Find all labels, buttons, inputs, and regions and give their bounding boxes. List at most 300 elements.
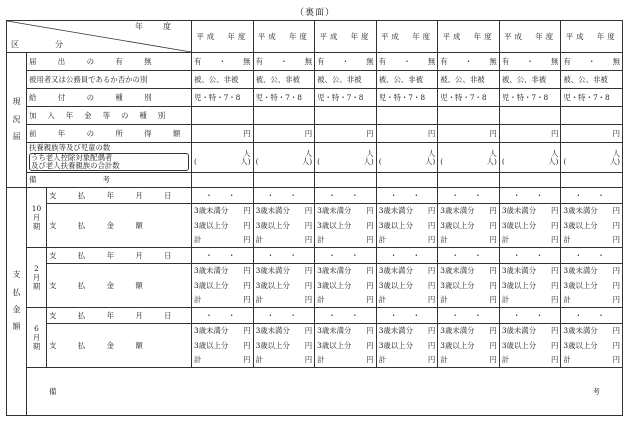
under3-label: 3歳未満分 xyxy=(255,266,290,276)
kyufu-value: 児・特・7・8 xyxy=(317,92,364,102)
todoke-value-cell xyxy=(499,53,561,71)
payment-amount-cell xyxy=(192,324,254,368)
kyufu-value: 児・特・7・8 xyxy=(563,92,610,102)
payment-date-label xyxy=(47,308,192,324)
payment-amount-cell xyxy=(561,264,623,308)
shiharai-char: 支 xyxy=(12,270,21,280)
payment-amount-cell xyxy=(376,204,438,248)
yen-unit: 円 xyxy=(489,326,497,336)
shotoku-value-cell xyxy=(315,125,377,143)
over3-label: 3歳以上分 xyxy=(255,340,290,350)
payment-amount-cell xyxy=(253,324,315,368)
date-dots: ・ ・ xyxy=(513,190,548,200)
yen-unit: 円 xyxy=(427,128,436,138)
payment-date-cell xyxy=(253,308,315,324)
todoke-value-cell xyxy=(315,53,377,71)
kyufu-value-cell xyxy=(499,89,561,107)
date-dots: ・ ・ xyxy=(266,310,301,320)
yes-option: 有 xyxy=(255,56,263,66)
shotoku-label-cell xyxy=(27,125,192,143)
over3-label: 3歳以上分 xyxy=(563,280,598,290)
payment-amount-text: 支 払 金 額 xyxy=(49,280,150,290)
date-dots: ・ ・ xyxy=(328,190,363,200)
yen-unit: 円 xyxy=(366,294,374,304)
shotoku-value-cell xyxy=(499,125,561,143)
paren-open: ( xyxy=(194,156,197,166)
yen-unit: 円 xyxy=(243,234,251,244)
period-char: 期 xyxy=(32,222,41,232)
payment-amount-label xyxy=(47,204,192,248)
total-label: 計 xyxy=(563,234,571,244)
no-option: 無 xyxy=(612,56,620,66)
under3-label: 3歳未満分 xyxy=(255,326,290,336)
payment-amount-row xyxy=(7,204,623,248)
fuyo-value-cell xyxy=(315,143,377,173)
payment-date-row xyxy=(7,248,623,264)
yen-unit: 円 xyxy=(612,280,620,290)
fuyo-value-cell xyxy=(561,143,623,173)
yen-unit: 円 xyxy=(612,266,620,276)
child-allowance-record-table xyxy=(6,20,623,416)
yen-unit: 円 xyxy=(304,294,313,304)
date-dots: ・ ・ xyxy=(451,250,486,260)
yen-unit: 円 xyxy=(612,354,620,364)
hihokensha-value-cell xyxy=(315,71,377,89)
payment-date-cell xyxy=(438,248,500,264)
payment-amount-cell xyxy=(315,264,377,308)
payment-amount-cell xyxy=(315,324,377,368)
payment-date-cell xyxy=(499,248,561,264)
hihokensha-value: 被、公、非被 xyxy=(501,74,547,84)
yen-unit: 円 xyxy=(427,294,436,304)
payment-date-cell xyxy=(438,188,500,204)
fuyo-label: 扶養親族等及び児童の数 xyxy=(29,142,111,152)
separator-dot: ・ xyxy=(341,56,350,66)
yen-unit: 円 xyxy=(304,354,313,364)
yen-unit: 円 xyxy=(612,326,620,336)
shotoku-value-cell xyxy=(561,125,623,143)
yen-unit: 円 xyxy=(304,266,313,276)
hihokensha-value-cell xyxy=(376,71,438,89)
over3-label: 3歳以上分 xyxy=(440,280,475,290)
month-period-label xyxy=(27,188,47,248)
total-label: 計 xyxy=(255,234,263,244)
date-dots: ・ ・ xyxy=(205,310,240,320)
under3-label: 3歳未満分 xyxy=(501,206,537,216)
under3-label: 3歳未満分 xyxy=(378,266,413,276)
yen-unit: 円 xyxy=(243,340,251,350)
yen-unit: 円 xyxy=(489,220,497,230)
yen-unit: 円 xyxy=(243,206,251,216)
biko-value-cell xyxy=(561,173,623,188)
yen-unit: 円 xyxy=(612,128,620,138)
payment-date-row xyxy=(7,308,623,324)
payment-date-cell xyxy=(376,248,438,264)
fuyo-sub-label-1: うち老人控除対象配偶者 xyxy=(31,152,113,162)
date-dots: ・ ・ xyxy=(205,190,240,200)
payment-date-cell xyxy=(438,308,500,324)
payment-amount-text: 支 払 金 額 xyxy=(49,220,150,230)
yen-unit: 円 xyxy=(366,326,374,336)
yen-unit: 円 xyxy=(489,266,497,276)
over3-label: 3歳以上分 xyxy=(501,220,537,230)
paren-open: ( xyxy=(501,156,505,166)
yen-unit: 円 xyxy=(366,234,374,244)
yen-unit: 円 xyxy=(427,354,436,364)
month-number: 2 xyxy=(34,263,39,273)
footer-biko-row xyxy=(7,368,623,416)
no-option: 無 xyxy=(489,56,497,66)
total-label: 計 xyxy=(501,294,510,304)
date-dots: ・ ・ xyxy=(328,310,363,320)
over3-label: 3歳以上分 xyxy=(378,280,413,290)
total-label: 計 xyxy=(317,234,325,244)
yen-unit: 円 xyxy=(489,206,497,216)
genkyo-row-fuyo xyxy=(7,143,623,173)
yen-unit: 円 xyxy=(366,340,374,350)
payment-amount-cell xyxy=(561,324,623,368)
over3-label: 3歳以上分 xyxy=(194,280,229,290)
payment-date-row xyxy=(7,188,623,204)
payment-amount-row xyxy=(7,324,623,368)
date-dots: ・ ・ xyxy=(389,250,425,260)
no-option: 無 xyxy=(366,56,374,66)
biko-value-cell xyxy=(315,173,377,188)
month-period-label xyxy=(27,308,47,368)
over3-label: 3歳以上分 xyxy=(563,340,598,350)
payment-amount-cell xyxy=(561,204,623,248)
payment-amount-cell xyxy=(376,324,438,368)
under3-label: 3歳未満分 xyxy=(255,206,290,216)
date-dots: ・ ・ xyxy=(513,250,548,260)
total-label: 計 xyxy=(440,234,448,244)
month-char: 月 xyxy=(32,332,41,342)
shotoku-value-cell xyxy=(376,125,438,143)
kyufu-value-cell xyxy=(561,89,623,107)
page-title: （裏面） xyxy=(294,8,335,18)
yen-unit: 円 xyxy=(427,220,436,230)
yen-unit: 円 xyxy=(243,280,251,290)
hihokensha-label-cell xyxy=(27,71,192,89)
kyufu-value: 児・特・7・8 xyxy=(194,92,241,102)
payment-amount-cell xyxy=(438,264,500,308)
period-char: 期 xyxy=(32,342,41,352)
genkyo-char: 況 xyxy=(12,114,21,124)
hihokensha-value-cell xyxy=(253,71,315,89)
shotoku-value-cell xyxy=(438,125,500,143)
todoke-value-cell xyxy=(561,53,623,71)
hihokensha-value: 被、公、非被 xyxy=(194,74,239,84)
payment-date-cell xyxy=(561,188,623,204)
paren-open: ( xyxy=(378,156,382,166)
year-header-cell: 平成 年度 xyxy=(561,21,623,53)
month-number: 6 xyxy=(34,323,39,333)
person-unit: 人 xyxy=(550,148,559,158)
yen-unit: 円 xyxy=(489,354,497,364)
over3-label: 3歳以上分 xyxy=(317,340,352,350)
under3-label: 3歳未満分 xyxy=(501,266,537,276)
date-dots: ・ ・ xyxy=(574,190,609,200)
payment-amount-label xyxy=(47,264,192,308)
todoke-value-cell xyxy=(438,53,500,71)
yes-option: 有 xyxy=(501,56,510,66)
shiharai-char: 額 xyxy=(12,322,21,332)
payment-date-cell xyxy=(315,188,377,204)
kyufu-value-cell xyxy=(315,89,377,107)
yes-option: 有 xyxy=(317,56,325,66)
nenkin-value-cell xyxy=(438,107,500,125)
payment-amount-cell xyxy=(192,264,254,308)
yen-unit: 円 xyxy=(243,326,251,336)
yen-unit: 円 xyxy=(489,234,497,244)
under3-label: 3歳未満分 xyxy=(440,266,475,276)
paren-open: ( xyxy=(440,156,444,166)
todoke-label: 届 出 の 有 無 xyxy=(29,56,159,66)
kyufu-value: 児・特・7・8 xyxy=(378,92,426,102)
nenkin-value-cell xyxy=(192,107,254,125)
year-header-cell: 平成 年度 xyxy=(376,21,438,53)
total-label: 計 xyxy=(563,294,571,304)
yes-option: 有 xyxy=(563,56,571,66)
month-number: 10 xyxy=(31,203,42,213)
under3-label: 3歳未満分 xyxy=(563,326,598,336)
payment-amount-cell xyxy=(253,204,315,248)
date-dots: ・ ・ xyxy=(266,190,301,200)
separator-dot: ・ xyxy=(280,56,288,66)
paren-close-person: 人) xyxy=(486,156,497,166)
payment-date-text: 支 払 年 月 日 xyxy=(49,250,179,260)
genkyo-row-shotoku xyxy=(7,125,623,143)
hihokensha-value-cell xyxy=(499,71,561,89)
year-header-cell: 平成 年度 xyxy=(499,21,561,53)
yen-unit: 円 xyxy=(489,280,497,290)
nenkin-label: 加入年金等の種別 xyxy=(29,110,177,120)
date-dots: ・ ・ xyxy=(451,310,486,320)
total-label: 計 xyxy=(378,234,387,244)
total-label: 計 xyxy=(440,294,448,304)
todoke-value-cell xyxy=(376,53,438,71)
fuyo-value-cell xyxy=(192,143,254,173)
shiharai-char: 金 xyxy=(12,305,21,314)
paren-close-person: 人) xyxy=(424,156,436,166)
separator-dot: ・ xyxy=(464,56,473,66)
hihokensha-value: 被、公、非被 xyxy=(317,74,362,84)
kyufu-value-cell xyxy=(253,89,315,107)
genkyo-section-label xyxy=(7,53,27,188)
payment-date-cell xyxy=(376,308,438,324)
total-label: 計 xyxy=(317,354,325,364)
shotoku-label: 前 年 の 所 得 額 xyxy=(29,128,188,138)
payment-amount-cell xyxy=(376,264,438,308)
nenkin-value-cell xyxy=(376,107,438,125)
month-period-label xyxy=(27,248,47,308)
payment-date-cell xyxy=(192,188,254,204)
over3-label: 3歳以上分 xyxy=(501,340,537,350)
genkyo-row-hihokensha xyxy=(7,71,623,89)
month-char: 月 xyxy=(32,212,41,222)
yen-unit: 円 xyxy=(550,294,559,304)
over3-label: 3歳以上分 xyxy=(440,220,475,230)
date-dots: ・ ・ xyxy=(205,250,240,260)
yen-unit: 円 xyxy=(304,326,313,336)
separator-dot: ・ xyxy=(587,56,596,66)
yen-unit: 円 xyxy=(489,294,497,304)
yen-unit: 円 xyxy=(243,266,251,276)
todoke-value-cell xyxy=(192,53,254,71)
kyufu-value-cell xyxy=(438,89,500,107)
over3-label: 3歳以上分 xyxy=(255,220,290,230)
total-label: 計 xyxy=(501,354,510,364)
shotoku-value-cell xyxy=(192,125,254,143)
paren-close-person: 人) xyxy=(240,156,251,166)
no-option: 無 xyxy=(550,56,559,66)
person-unit: 人 xyxy=(427,148,436,158)
genkyo-char: 現 xyxy=(12,97,21,107)
under3-label: 3歳未満分 xyxy=(194,206,229,216)
yen-unit: 円 xyxy=(427,234,436,244)
header-row xyxy=(7,21,623,53)
nendo-label: 年 度 xyxy=(135,22,178,31)
yen-unit: 円 xyxy=(427,266,436,276)
month-char: 月 xyxy=(32,272,41,282)
yen-unit: 円 xyxy=(427,340,436,350)
biko-value-cell xyxy=(376,173,438,188)
payment-date-cell xyxy=(561,308,623,324)
yes-option: 有 xyxy=(378,56,387,66)
payment-amount-cell xyxy=(253,264,315,308)
paren-close-person: 人) xyxy=(609,156,620,166)
shiharai-char: 払 xyxy=(12,287,21,297)
genkyo-char: 届 xyxy=(12,132,21,142)
yen-unit: 円 xyxy=(243,128,251,138)
payment-date-cell xyxy=(315,308,377,324)
person-unit: 人 xyxy=(243,148,251,158)
yen-unit: 円 xyxy=(243,294,251,304)
kyufu-value: 児・特・7・8 xyxy=(255,92,302,102)
yen-unit: 円 xyxy=(366,280,374,290)
payment-date-cell xyxy=(253,248,315,264)
payment-date-cell xyxy=(192,308,254,324)
total-label: 計 xyxy=(501,234,510,244)
yen-unit: 円 xyxy=(550,128,559,138)
payment-amount-cell xyxy=(499,324,561,368)
total-label: 計 xyxy=(255,294,263,304)
over3-label: 3歳以上分 xyxy=(440,340,475,350)
over3-label: 3歳以上分 xyxy=(378,340,413,350)
fuyo-value-cell xyxy=(438,143,500,173)
yen-unit: 円 xyxy=(304,340,313,350)
kyufu-value: 児・特・7・8 xyxy=(501,92,549,102)
paren-open: ( xyxy=(317,156,321,166)
under3-label: 3歳未満分 xyxy=(501,326,537,336)
hihokensha-value-cell xyxy=(192,71,254,89)
nenkin-value-cell xyxy=(315,107,377,125)
yen-unit: 円 xyxy=(366,128,374,138)
kyufu-label: 給 付 の 種 別 xyxy=(29,92,159,102)
total-label: 計 xyxy=(378,354,387,364)
biko-value-cell xyxy=(253,173,315,188)
todoke-value-cell xyxy=(253,53,315,71)
payment-amount-cell xyxy=(315,204,377,248)
over3-label: 3歳以上分 xyxy=(501,280,537,290)
yen-unit: 円 xyxy=(550,220,559,230)
fuyo-label-cell xyxy=(27,143,192,173)
genkyo-row-nenkin xyxy=(7,107,623,125)
over3-label: 3歳以上分 xyxy=(317,280,352,290)
nenkin-label-cell xyxy=(27,107,192,125)
separator-dot: ・ xyxy=(218,56,226,66)
total-label: 計 xyxy=(378,294,387,304)
fuyo-value-cell xyxy=(376,143,438,173)
yen-unit: 円 xyxy=(489,340,497,350)
hihokensha-value: 被、公、非被 xyxy=(563,74,608,84)
no-option: 無 xyxy=(427,56,436,66)
payment-amount-cell xyxy=(192,204,254,248)
total-label: 計 xyxy=(194,234,202,244)
fuyo-sub-bracket xyxy=(29,153,189,171)
yen-unit: 円 xyxy=(427,326,436,336)
yen-unit: 円 xyxy=(550,206,559,216)
date-dots: ・ ・ xyxy=(574,310,609,320)
paren-close-person: 人) xyxy=(548,156,559,166)
payment-date-label xyxy=(47,188,192,204)
payment-amount-cell xyxy=(438,204,500,248)
kyufu-label-cell xyxy=(27,89,192,107)
under3-label: 3歳未満分 xyxy=(440,206,475,216)
yen-unit: 円 xyxy=(612,294,620,304)
yen-unit: 円 xyxy=(304,234,313,244)
yen-unit: 円 xyxy=(612,206,620,216)
total-label: 計 xyxy=(194,294,202,304)
payment-date-cell xyxy=(499,308,561,324)
biko-label-cell xyxy=(27,173,192,188)
over3-label: 3歳以上分 xyxy=(255,280,290,290)
over3-label: 3歳以上分 xyxy=(317,220,352,230)
payment-amount-row xyxy=(7,264,623,308)
fuyo-value-cell xyxy=(253,143,315,173)
biko-value-cell xyxy=(499,173,561,188)
yen-unit: 円 xyxy=(304,206,313,216)
yen-unit: 円 xyxy=(550,234,559,244)
yen-unit: 円 xyxy=(304,128,313,138)
yen-unit: 円 xyxy=(550,280,559,290)
payment-amount-cell xyxy=(499,204,561,248)
date-dots: ・ ・ xyxy=(574,250,609,260)
hihokensha-value-cell xyxy=(438,71,500,89)
payment-date-cell xyxy=(253,188,315,204)
hihokensha-value: 被、公、非被 xyxy=(255,74,300,84)
separator-dot: ・ xyxy=(526,56,534,66)
yen-unit: 円 xyxy=(612,220,620,230)
total-label: 計 xyxy=(563,354,571,364)
kubun-label: 区 分 xyxy=(11,39,77,49)
genkyo-row-kyufu xyxy=(7,89,623,107)
payment-date-cell xyxy=(376,188,438,204)
payment-date-cell xyxy=(192,248,254,264)
no-option: 無 xyxy=(243,56,251,66)
yen-unit: 円 xyxy=(550,354,559,364)
over3-label: 3歳以上分 xyxy=(378,220,413,230)
person-unit: 人 xyxy=(489,148,497,158)
yen-unit: 円 xyxy=(304,220,313,230)
separator-dot: ・ xyxy=(403,56,411,66)
payment-date-text: 支 払 年 月 日 xyxy=(49,310,179,320)
paren-close-person: 人) xyxy=(301,156,313,166)
fuyo-value-cell xyxy=(499,143,561,173)
date-dots: ・ ・ xyxy=(389,190,425,200)
nenkin-value-cell xyxy=(499,107,561,125)
yen-unit: 円 xyxy=(366,354,374,364)
